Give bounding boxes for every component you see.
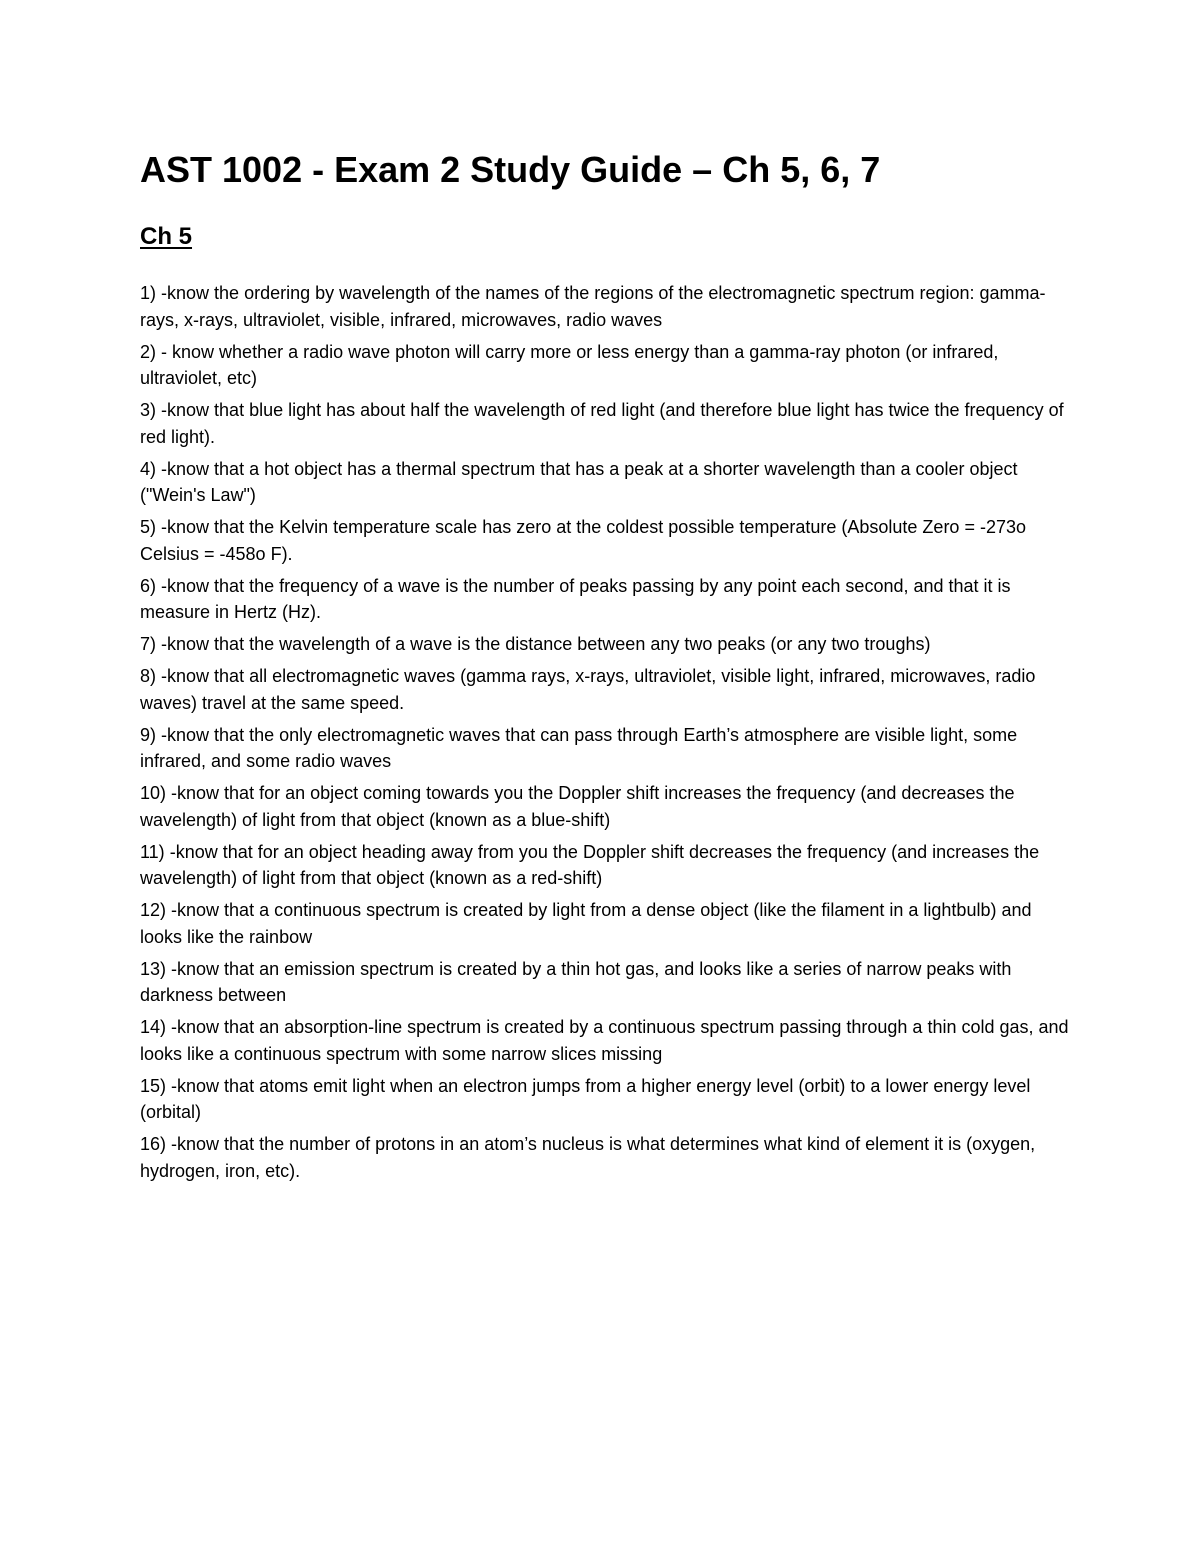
list-item	[140, 897, 1070, 950]
item-number: 16)	[140, 1134, 167, 1154]
item-number: 6)	[140, 575, 157, 596]
item-text: -know that for an object heading away from you the Doppler shift decreases the frequency (and increases the wavelength) of light from that object (known as a red-shift)	[140, 841, 1040, 888]
item-number: 11)	[140, 841, 165, 862]
list-item	[140, 631, 1070, 658]
item-text: -know that the Kelvin temperature scale has zero at the coldest possible temperature (Absolute Zero = -273o Celsius = -458o F).	[140, 517, 1026, 564]
item-text: -know that the frequency of a wave is the number of peaks passing by any point each second, and that it is measure in Hertz (Hz).	[140, 575, 1011, 622]
item-number: 14)	[140, 1017, 167, 1037]
item-text: -know that atoms emit light when an electron jumps from a higher energy level (orbit) to a lower energy level (orbital)	[140, 1075, 1031, 1122]
list-item	[140, 780, 1070, 833]
list-item	[140, 956, 1070, 1009]
list-item	[140, 663, 1070, 716]
item-text: -know that an absorption-line spectrum is created by a continuous spectrum passing through a thin cold gas, and looks like a continuous spectrum with some narrow slices missing	[140, 1017, 1069, 1064]
item-number: 13)	[140, 958, 167, 979]
list-item	[140, 1131, 1070, 1184]
item-number: 7)	[140, 634, 157, 654]
item-text: -know that an emission spectrum is created by a thin hot gas, and looks like a series of narrow peaks with darkness between	[140, 958, 1012, 1005]
item-text: -know that the wavelength of a wave is the distance between any two peaks (or any two troughs)	[161, 634, 931, 654]
section-heading: Ch 5	[140, 223, 193, 250]
study-item-list	[140, 280, 1070, 1190]
item-number: 9)	[140, 724, 157, 745]
item-number: 2)	[140, 341, 157, 362]
item-number: 10)	[140, 783, 167, 803]
item-text: -know that blue light has about half the wavelength of red light (and therefore blue light has twice the frequency of red light).	[140, 400, 1064, 447]
list-item	[140, 339, 1070, 392]
item-number: 8)	[140, 666, 157, 686]
item-text: -know the ordering by wavelength of the names of the regions of the electromagnetic spectrum region: gamma-rays, x-rays, ultraviolet, visible, infrared, microwaves, radio waves	[140, 283, 1046, 330]
item-text: - know whether a radio wave photon will carry more or less energy than a gamma-ray photon (or infrared, ultraviolet, etc)	[140, 341, 999, 388]
item-number: 1)	[140, 283, 157, 303]
item-text: -know that a hot object has a thermal spectrum that has a peak at a shorter wavelength than a cooler object ("Wein's Law")	[140, 458, 1018, 505]
item-number: 5)	[140, 517, 157, 537]
list-item	[140, 1073, 1070, 1126]
item-text: -know that a continuous spectrum is created by light from a dense object (like the filament in a lightbulb) and looks like the rainbow	[140, 900, 1032, 947]
list-item	[140, 722, 1070, 775]
list-item	[140, 456, 1070, 509]
item-text: -know that for an object coming towards you the Doppler shift increases the frequency (and decreases the wavelength) of light from that object (known as a blue-shift)	[140, 783, 1015, 830]
list-item	[140, 397, 1070, 450]
list-item	[140, 839, 1070, 892]
item-number: 12)	[140, 900, 167, 920]
item-text: -know that all electromagnetic waves (gamma rays, x-rays, ultraviolet, visible light, infrared, microwaves, radio waves) travel at the same speed.	[140, 666, 1036, 713]
item-number: 4)	[140, 458, 157, 479]
list-item	[140, 280, 1070, 333]
list-item	[140, 573, 1070, 626]
item-text: -know that the number of protons in an atom’s nucleus is what determines what kind of element it is (oxygen, hydrogen, iron, etc).	[140, 1134, 1036, 1181]
document-title: AST 1002 - Exam 2 Study Guide – Ch 5, 6, 7	[140, 149, 881, 190]
list-item	[140, 1014, 1070, 1067]
item-text: -know that the only electromagnetic waves that can pass through Earth’s atmosphere are visible light, some infrared, and some radio waves	[140, 724, 1018, 771]
item-number: 15)	[140, 1075, 167, 1096]
list-item	[140, 514, 1070, 567]
item-number: 3)	[140, 400, 157, 420]
